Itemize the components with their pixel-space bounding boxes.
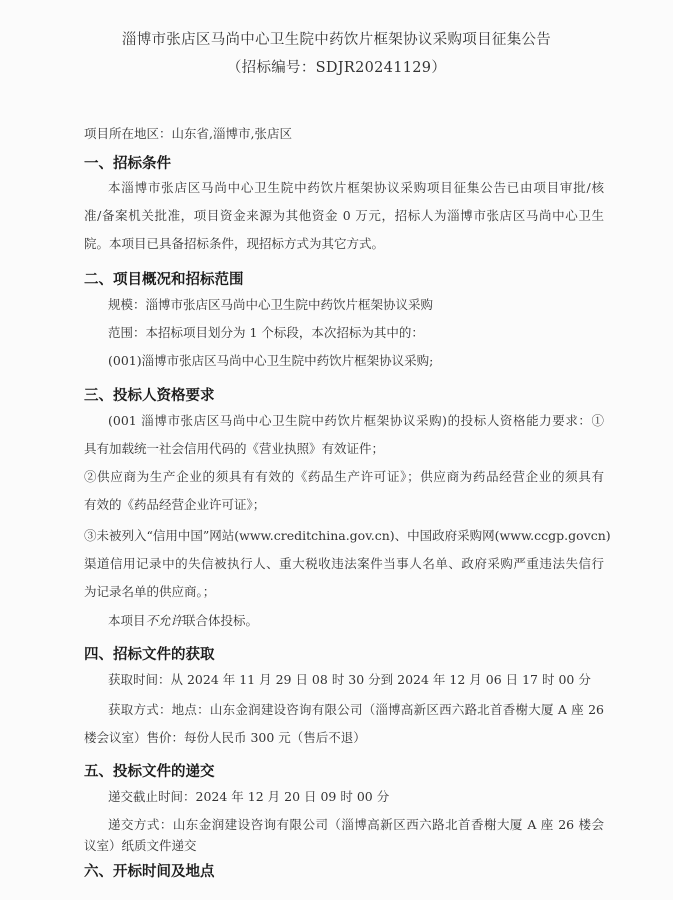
section-1-line: 准/备案机关批准，项目资金来源为其他资金 0 万元，招标人为淄博市张店区马尚中心卫生 [84, 208, 604, 223]
section-heading-2: 二、项目概况和招标范围 [84, 272, 244, 288]
document-title: 淄博市张店区马尚中心卫生院中药饮片框架协议采购项目征集公告 [121, 32, 552, 48]
section-2-line: 范围：本招标项目划分为 1 个标段，本次招标为其中的： [108, 325, 424, 340]
section-3-line: (001 淄博市张店区马尚中心卫生院中药饮片框架协议采购)的投标人资格能力要求：① [108, 413, 604, 428]
document-subtitle: （招标编号：SDJR20241129） [226, 60, 447, 76]
section-3-line: 为记录名单的供应商。； [84, 584, 216, 599]
section-3-line: 具有加载统一社会信用代码的《营业执照》有效证件； [84, 441, 385, 456]
section-2-line: (001)淄博市张店区马尚中心卫生院中药饮片框架协议采购; [108, 353, 434, 368]
section-heading-5: 五、投标文件的递交 [84, 764, 215, 780]
section-heading-4: 四、招标文件的获取 [84, 647, 215, 663]
section-5-line: 递交方式：山东金润建设咨询有限公司（淄博高新区西六路北首香榭大厦 A 座 26 楼会 [108, 817, 604, 832]
section-5-line: 递交截止时间：2024 年 12 月 20 日 09 时 00 分 [108, 789, 390, 804]
section-1-line: 院。本项目已具备招标条件，现招标方式为其它方式。 [84, 236, 385, 251]
location-line: 项目所在地区：山东省,淄博市,张店区 [84, 126, 292, 141]
section-2-line: 规模：淄博市张店区马尚中心卫生院中药饮片框架协议采购 [108, 297, 434, 312]
section-4-line: 获取时间：从 2024 年 11 月 29 日 08 时 30 分到 2024 年 12 月 06 日 17 时 00 分 [108, 672, 591, 687]
joint-bid-suffix: 联合体投标。 [183, 613, 259, 628]
section-1-line: 本淄博市张店区马尚中心卫生院中药饮片框架协议采购项目征集公告已由项目审批/核 [108, 180, 604, 195]
section-4-line: 楼会议室）售价：每份人民币 300 元（售后不退） [84, 730, 366, 745]
section-3-line: 有效的《药品经营企业许可证》； [84, 497, 266, 512]
section-3-line: ②供应商为生产企业的须具有有效的《药品生产许可证》；供应商为药品经营企业的须具有 [84, 469, 604, 484]
section-3-line: ③未被列入“信用中国”网站(www.creditchina.gov.cn)、中国政府采购网(www.ccgp.govcn) [84, 528, 611, 543]
joint-bid-status: 不允许 [145, 613, 184, 628]
section-heading-3: 三、投标人资格要求 [84, 388, 215, 404]
section-heading-1: 一、招标条件 [84, 156, 171, 172]
section-heading-6: 六、开标时间及地点 [84, 864, 215, 880]
section-5-line: 议室）纸质文件递交 [84, 838, 197, 853]
joint-bid-prefix: 本项目 [108, 613, 146, 628]
section-4-line: 获取方式：地点：山东金润建设咨询有限公司（淄博高新区西六路北首香榭大厦 A 座 26 [108, 702, 604, 717]
joint-bid-line [108, 613, 604, 629]
section-3-line: 渠道信用记录中的失信被执行人、重大税收违法案件当事人名单、政府采购严重违法失信行 [84, 556, 604, 571]
